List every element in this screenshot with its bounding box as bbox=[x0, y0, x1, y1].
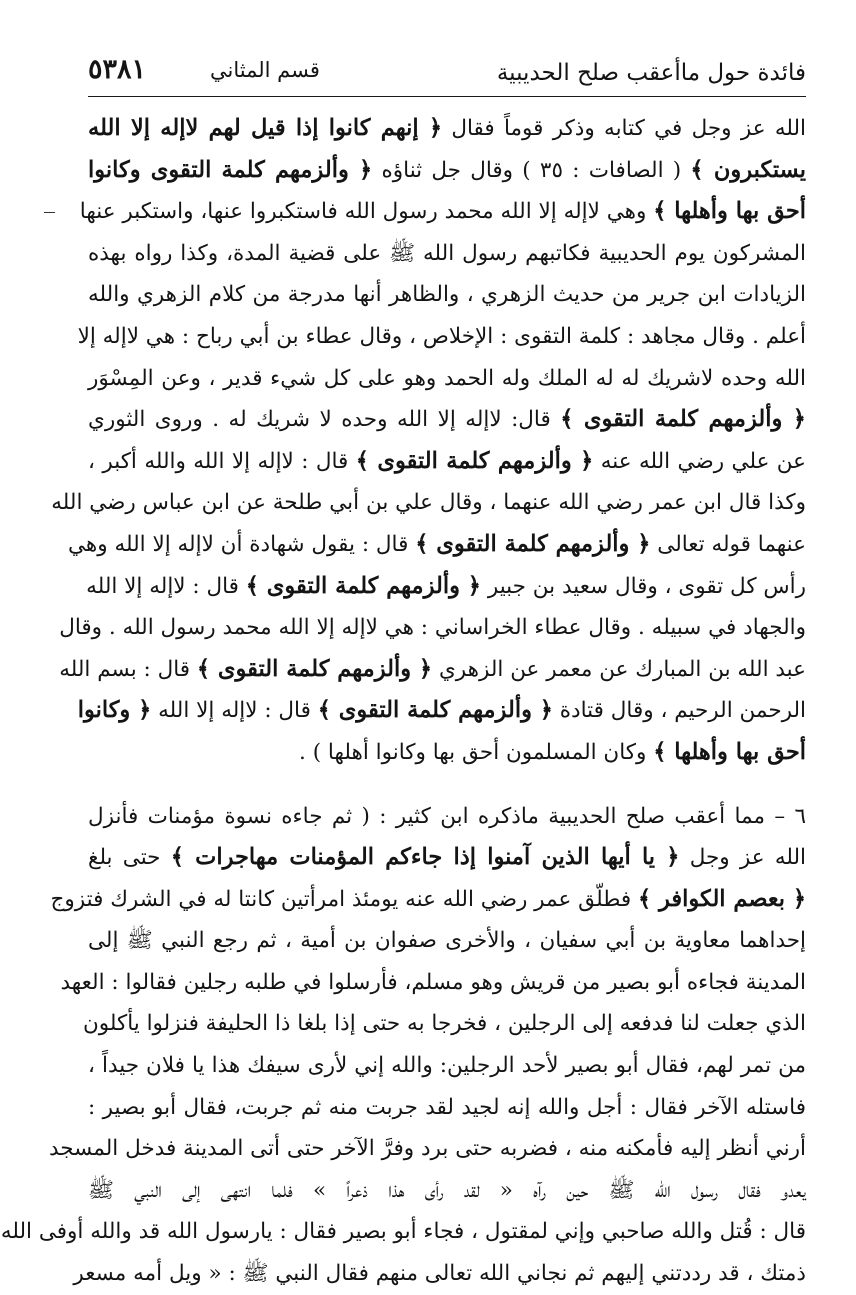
page-header bbox=[88, 52, 806, 94]
quran-quote: ﴿ وألزمهم كلمة التقوى ﴾ bbox=[317, 697, 553, 724]
quran-quote: ﴿ إنهم كانوا إذا قيل لهم لاإله إلا الله bbox=[88, 115, 443, 141]
text-run: قال : لاإله إلا الله والله أكبر ، bbox=[88, 448, 356, 474]
text-line bbox=[82, 1003, 806, 1045]
text-line bbox=[73, 1253, 806, 1295]
text-run: ذمتك ، قد رددتني إليهم ثم نجاني الله تعالى منهم فقال النبي ﷺ : « ويل أمه مسعر bbox=[73, 1261, 806, 1287]
text-run: وكان المسلمون أحق بها وكانوا أهلها ) . bbox=[299, 739, 654, 765]
text-line bbox=[77, 316, 806, 358]
paragraph-2 bbox=[0, 796, 807, 1295]
text-run: قال : بسم الله bbox=[59, 656, 197, 682]
text-line bbox=[88, 920, 806, 962]
text-run: قال: لاإله إلا الله وحده لا شريك له . وروى الثوري bbox=[88, 407, 561, 433]
quran-quote: ﴿ وألزمهم كلمة التقوى وكانوا bbox=[88, 156, 373, 183]
text-line bbox=[59, 607, 806, 649]
quran-quote: ﴿ وكانوا bbox=[77, 697, 152, 724]
text-run: وكذا قال ابن عمر رضي الله عنهما ، وقال علي بن أبي طلحة عن ابن عباس رضي الله bbox=[51, 490, 806, 516]
text-line bbox=[88, 1170, 806, 1212]
text-line bbox=[88, 358, 806, 400]
part-label: قسم المثاني bbox=[210, 58, 320, 82]
text-line bbox=[88, 566, 806, 608]
text-line bbox=[88, 1087, 806, 1129]
quran-quote: أحق بها وأهلها ﴾ bbox=[653, 738, 806, 765]
text-run: الزيادات ابن جرير من حديث الزهري ، والظاهر أنها مدرجة من كلام الزهري والله bbox=[88, 282, 806, 308]
text-run: الرحمن الرحيم ، وقال قتادة bbox=[552, 698, 806, 724]
text-line bbox=[88, 108, 806, 150]
text-run: إحداهما معاوية بن أبي سفيان ، والأخرى صفوان بن أمية ، ثم رجع النبي ﷺ إلى bbox=[88, 928, 806, 954]
quran-quote: ﴿ وألزمهم كلمة التقوى ﴾ bbox=[415, 530, 651, 557]
text-line bbox=[51, 482, 806, 524]
header-rule bbox=[88, 96, 806, 97]
text-run: المشركون يوم الحديبية فكاتبهم رسول الله ﷺ على قضية المدة، وكذا رواه بهذه bbox=[88, 240, 806, 266]
margin-mark bbox=[44, 212, 55, 213]
text-line bbox=[88, 274, 806, 316]
text-run: أعلم . وقال مجاهد : كلمة التقوى : الإخلاص ، وقال عطاء بن أبي رباح : هي لاإله إلا bbox=[77, 323, 806, 349]
text-line bbox=[59, 649, 806, 691]
text-line bbox=[50, 879, 806, 921]
text-run: من تمر لهم، فقال أبو بصير لأحد الرجلين: والله إني لأرى سيفك هذا يا فلان جيداً ، bbox=[88, 1053, 806, 1079]
text-line bbox=[77, 690, 806, 732]
running-title: فائدة حول ماأعقب صلح الحديبية bbox=[496, 60, 806, 86]
quran-quote: ﴿ بعصم الكوافر ﴾ bbox=[637, 885, 806, 912]
text-line bbox=[88, 1045, 806, 1087]
text-line bbox=[48, 1128, 806, 1170]
quran-quote: ﴿ يا أيها الذين آمنوا إذا جاءكم المؤمنات مهاجرات ﴾ bbox=[170, 844, 680, 871]
text-line bbox=[67, 524, 806, 566]
text-run: فطلّق عمر رضي الله عنه يومئذ امرأتين كانتا له في الشرك فتزوج bbox=[50, 886, 638, 912]
paragraph-gap bbox=[88, 774, 806, 796]
text-run: قال : قُتل والله صاحبي وإني لمقتول ، فجاء أبو بصير فقال : يارسول الله قد والله أوفى الله bbox=[0, 1219, 806, 1245]
text-line bbox=[88, 399, 806, 441]
quran-quote: ﴿ وألزمهم كلمة التقوى ﴾ bbox=[196, 655, 433, 682]
text-run: فاستله الآخر فقال : أجل والله إنه لجيد لقد جربت منه ثم جربت، فقال أبو بصير : bbox=[88, 1094, 806, 1120]
text-run: الله عز وجل في كتابه وذكر قوماً فقال bbox=[442, 116, 806, 141]
paragraph-1 bbox=[51, 108, 807, 774]
text-run: عبد الله بن المبارك عن معمر عن الزهري bbox=[432, 656, 806, 682]
text-run: قال : لاإله إلا الله bbox=[86, 573, 246, 599]
text-line bbox=[0, 1211, 806, 1253]
text-line bbox=[60, 962, 806, 1004]
text-run: قال : لاإله إلا الله bbox=[151, 698, 318, 724]
text-run: يعدو فقال رسول الله ﷺ حين رآه « لقد رأى هذا ذعراً » فلما انتهى إلى النبي ﷺ bbox=[88, 1177, 806, 1203]
text-run: المدينة فجاءه أبو بصير من قريش وهو مسلم، فأرسلوا في طلبه رجلين فقالوا : العهد bbox=[60, 969, 806, 995]
quran-quote: ﴿ وألزمهم كلمة التقوى ﴾ bbox=[245, 572, 481, 599]
text-run: عن علي رضي الله عنه bbox=[593, 448, 807, 474]
body-text bbox=[0, 108, 807, 1295]
text-run: ٦ – مما أعقب صلح الحديبية ماذكره ابن كثير : ( ثم جاءه نسوة مؤمنات فأنزل bbox=[88, 803, 806, 829]
quran-quote: يستكبرون ﴾ bbox=[690, 156, 806, 183]
text-run: وهي لاإله إلا الله محمد رسول الله فاستكبروا عنها، واستكبر عنها bbox=[79, 199, 654, 225]
text-line bbox=[88, 150, 806, 192]
text-line bbox=[88, 441, 806, 483]
quran-quote: ﴿ وألزمهم كلمة التقوى ﴾ bbox=[355, 447, 594, 474]
text-line bbox=[88, 796, 806, 838]
text-line bbox=[79, 191, 806, 233]
text-run: ( الصافات : ٣٥ ) وقال جل ثناؤه bbox=[372, 157, 691, 183]
page-number: ٥٣٨١ bbox=[88, 54, 147, 85]
text-run: أرني أنظر إليه فأمكنه منه ، فضربه حتى برد وفرَّ الآخر حتى أتى المدينة فدخل المسجد bbox=[48, 1136, 806, 1162]
text-run: الذي جعلت لنا فدفعه إلى الرجلين ، فخرجا به حتى إذا بلغا ذا الحليفة فنزلوا يأكلون bbox=[82, 1011, 806, 1037]
text-line bbox=[88, 233, 806, 275]
text-run: والجهاد في سبيله . وقال عطاء الخراساني : هي لاإله إلا الله محمد رسول الله . وقال bbox=[59, 615, 806, 641]
text-run: عنهما قوله تعالى bbox=[650, 531, 806, 557]
text-run: الله وحده لاشريك له له الملك وله الحمد وهو على كل شيء قدير ، وعن المِسْوَر bbox=[88, 365, 806, 391]
text-run: حتى بلغ bbox=[88, 845, 171, 871]
quran-quote: ﴿ وألزمهم كلمة التقوى ﴾ bbox=[560, 406, 806, 433]
text-line bbox=[88, 732, 806, 774]
text-run: قال : يقول شهادة أن لاإله إلا الله وهي bbox=[67, 531, 416, 557]
quran-quote: أحق بها وأهلها ﴾ bbox=[653, 198, 806, 225]
text-run: الله عز وجل bbox=[679, 845, 807, 871]
text-run: رأس كل تقوى ، وقال سعيد بن جبير bbox=[481, 573, 806, 599]
text-line bbox=[88, 837, 806, 879]
